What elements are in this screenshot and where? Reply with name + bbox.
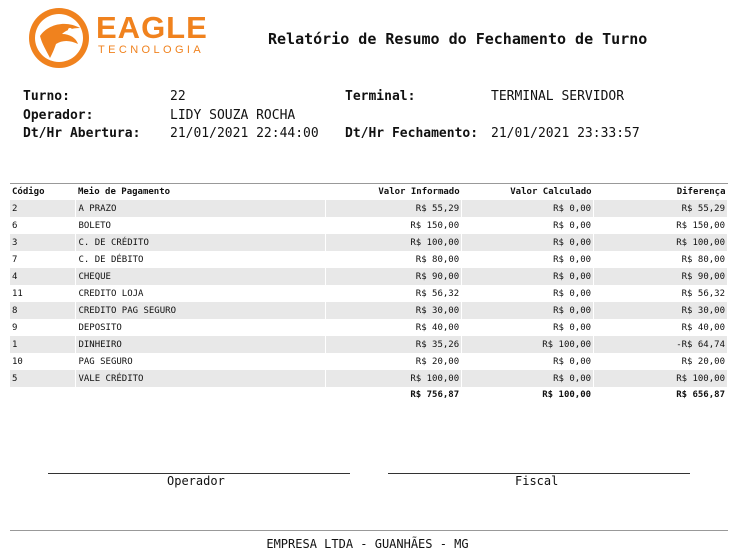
col-header-calculado: Valor Calculado bbox=[510, 187, 592, 197]
cell-meio: C. DE DÉBITO bbox=[76, 251, 326, 268]
cell-informado: R$ 30,00 bbox=[326, 302, 462, 319]
cell-meio: DEPOSITO bbox=[76, 319, 326, 336]
cell-calculado: R$ 0,00 bbox=[462, 234, 594, 251]
turno-value: 22 bbox=[170, 89, 186, 104]
table-row bbox=[10, 285, 728, 302]
total-empty-cell bbox=[10, 387, 76, 402]
cell-codigo: 3 bbox=[10, 234, 76, 251]
operador-signature-label: Operador bbox=[167, 474, 225, 488]
cell-informado: R$ 56,32 bbox=[326, 285, 462, 302]
cell-diferenca: R$ 56,32 bbox=[594, 285, 728, 302]
cell-calculado: R$ 0,00 bbox=[462, 268, 594, 285]
total-empty-cell bbox=[76, 387, 326, 402]
cell-diferenca: R$ 30,00 bbox=[594, 302, 728, 319]
cell-meio: A PRAZO bbox=[76, 200, 326, 217]
cell-informado: R$ 40,00 bbox=[326, 319, 462, 336]
fechamento-value: 21/01/2021 23:33:57 bbox=[491, 126, 640, 141]
cell-meio: BOLETO bbox=[76, 217, 326, 234]
cell-calculado: R$ 0,00 bbox=[462, 319, 594, 336]
table-total-row bbox=[10, 387, 728, 402]
cell-informado: R$ 20,00 bbox=[326, 353, 462, 370]
footer-company: EMPRESA LTDA - GUANHÃES - MG bbox=[266, 537, 469, 551]
company-logo bbox=[26, 6, 216, 70]
eagle-logo-icon bbox=[26, 6, 92, 70]
table-row bbox=[10, 217, 728, 234]
cell-calculado: R$ 100,00 bbox=[462, 336, 594, 353]
cell-diferenca: R$ 20,00 bbox=[594, 353, 728, 370]
cell-informado: R$ 100,00 bbox=[326, 234, 462, 251]
cell-informado: R$ 150,00 bbox=[326, 217, 462, 234]
cell-calculado: R$ 0,00 bbox=[462, 251, 594, 268]
cell-meio: CREDITO PAG SEGURO bbox=[76, 302, 326, 319]
cell-informado: R$ 35,26 bbox=[326, 336, 462, 353]
col-header-informado: Valor Informado bbox=[378, 187, 460, 197]
cell-diferenca: R$ 80,00 bbox=[594, 251, 728, 268]
cell-diferenca: -R$ 64,74 bbox=[594, 336, 728, 353]
cell-diferenca: R$ 150,00 bbox=[594, 217, 728, 234]
operador-value: LIDY SOUZA ROCHA bbox=[170, 108, 296, 123]
fiscal-signature-label: Fiscal bbox=[515, 474, 559, 488]
table-row bbox=[10, 353, 728, 370]
cell-calculado: R$ 0,00 bbox=[462, 200, 594, 217]
cell-diferenca: R$ 55,29 bbox=[594, 200, 728, 217]
report-title: Relatório de Resumo do Fechamento de Turno bbox=[268, 30, 648, 48]
total-informado: R$ 756,87 bbox=[326, 387, 462, 402]
cell-diferenca: R$ 90,00 bbox=[594, 268, 728, 285]
col-header-codigo: Código bbox=[12, 187, 45, 197]
cell-diferenca: R$ 100,00 bbox=[594, 234, 728, 251]
table-row bbox=[10, 234, 728, 251]
cell-diferenca: R$ 100,00 bbox=[594, 370, 728, 387]
turno-label: Turno: bbox=[23, 89, 70, 104]
cell-informado: R$ 55,29 bbox=[326, 200, 462, 217]
table-row bbox=[10, 336, 728, 353]
fechamento-label: Dt/Hr Fechamento: bbox=[345, 126, 479, 141]
col-header-diferenca: Diferença bbox=[676, 187, 726, 197]
cell-calculado: R$ 0,00 bbox=[462, 370, 594, 387]
cell-codigo: 10 bbox=[10, 353, 76, 370]
cell-diferenca: R$ 40,00 bbox=[594, 319, 728, 336]
cell-informado: R$ 100,00 bbox=[326, 370, 462, 387]
table-row bbox=[10, 319, 728, 336]
cell-codigo: 1 bbox=[10, 336, 76, 353]
cell-codigo: 11 bbox=[10, 285, 76, 302]
payment-summary-table bbox=[10, 184, 728, 402]
table-row bbox=[10, 200, 728, 217]
cell-codigo: 8 bbox=[10, 302, 76, 319]
logo-sub-text: TECNOLOGIA bbox=[98, 44, 205, 56]
cell-calculado: R$ 0,00 bbox=[462, 353, 594, 370]
table-header-row bbox=[10, 184, 728, 200]
cell-meio: CREDITO LOJA bbox=[76, 285, 326, 302]
terminal-label: Terminal: bbox=[345, 89, 416, 104]
logo-brand-text: EAGLE bbox=[96, 10, 208, 45]
cell-calculado: R$ 0,00 bbox=[462, 217, 594, 234]
total-diferenca: R$ 656,87 bbox=[594, 387, 728, 402]
cell-calculado: R$ 0,00 bbox=[462, 302, 594, 319]
cell-meio: VALE CRÉDITO bbox=[76, 370, 326, 387]
cell-meio: PAG SEGURO bbox=[76, 353, 326, 370]
cell-informado: R$ 80,00 bbox=[326, 251, 462, 268]
cell-informado: R$ 90,00 bbox=[326, 268, 462, 285]
cell-meio: C. DE CRÉDITO bbox=[76, 234, 326, 251]
cell-codigo: 7 bbox=[10, 251, 76, 268]
terminal-value: TERMINAL SERVIDOR bbox=[491, 89, 625, 104]
cell-meio: CHEQUE bbox=[76, 268, 326, 285]
total-calculado: R$ 100,00 bbox=[462, 387, 594, 402]
table-row bbox=[10, 268, 728, 285]
abertura-label: Dt/Hr Abertura: bbox=[23, 126, 141, 141]
table-row bbox=[10, 370, 728, 387]
col-header-meio: Meio de Pagamento bbox=[77, 187, 171, 197]
table-row bbox=[10, 302, 728, 319]
table-row bbox=[10, 251, 728, 268]
cell-calculado: R$ 0,00 bbox=[462, 285, 594, 302]
cell-codigo: 4 bbox=[10, 268, 76, 285]
cell-codigo: 6 bbox=[10, 217, 76, 234]
cell-codigo: 2 bbox=[10, 200, 76, 217]
operador-label: Operador: bbox=[23, 108, 94, 123]
footer-divider bbox=[10, 530, 728, 531]
cell-codigo: 9 bbox=[10, 319, 76, 336]
abertura-value: 21/01/2021 22:44:00 bbox=[170, 126, 319, 141]
cell-codigo: 5 bbox=[10, 370, 76, 387]
cell-meio: DINHEIRO bbox=[76, 336, 326, 353]
